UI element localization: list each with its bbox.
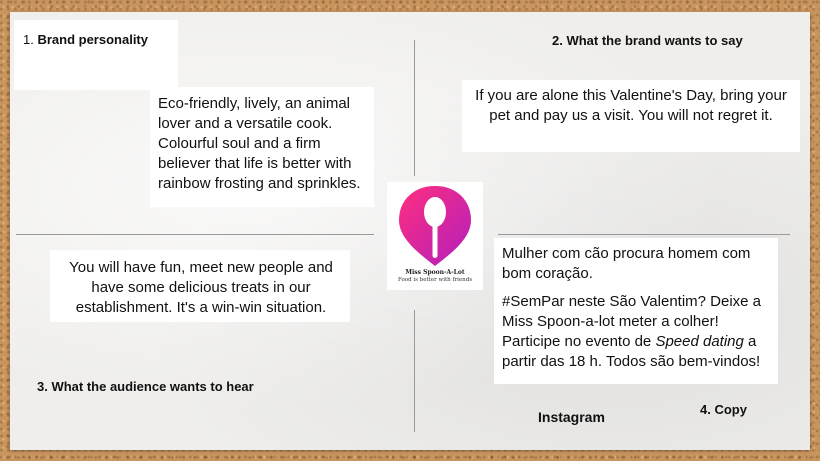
platform-label: Instagram	[538, 409, 605, 425]
heading-title: Brand personality	[37, 32, 148, 47]
copy-heading: 4. Copy	[700, 402, 747, 417]
divider-horizontal-left	[16, 234, 374, 235]
copy-text-end: a partir das 18 h. Todos são bem-vindos!	[502, 333, 761, 370]
logo-tagline: Food is better with friends	[397, 277, 473, 283]
divider-horizontal-right	[498, 234, 790, 235]
copy-line-1: Mulher com cão procura homem com bom coração.	[502, 245, 751, 282]
paper-patch	[14, 20, 178, 90]
brand-personality-text: Eco-friendly, lively, an animal lover and a versatile cook. Colourful soul and a firm believer that life is better with rainbow frosting and sprinkles.	[158, 95, 361, 192]
audience-hears-heading: 3. What the audience wants to hear	[37, 379, 254, 394]
divider-vertical-bottom	[414, 310, 415, 432]
brand-logo-card	[387, 182, 483, 290]
brand-message-text: If you are alone this Valentine's Day, bring your pet and pay us a visit. You will not regret it.	[475, 87, 787, 124]
copy-line-2	[502, 292, 778, 372]
divider-vertical-top	[414, 40, 415, 176]
spoon-location-pin-icon	[387, 182, 483, 268]
heading-number: 1.	[23, 32, 34, 47]
brand-canvas-board	[10, 12, 810, 450]
brand-says-heading: 2. What the brand wants to say	[552, 33, 743, 48]
logo-brand-name: Miss Spoon-A-Lot	[405, 269, 465, 276]
audience-message-text: You will have fun, meet new people and have some delicious treats in our establishment. It's a win-win situation.	[69, 259, 333, 316]
copy-text-start: #SemPar neste São Valentim? Deixe a Miss Spoon-a-lot meter a colher! Participe no evento de	[502, 293, 762, 350]
brand-personality-heading	[23, 32, 148, 47]
copy-emphasis: Speed dating	[655, 333, 744, 350]
